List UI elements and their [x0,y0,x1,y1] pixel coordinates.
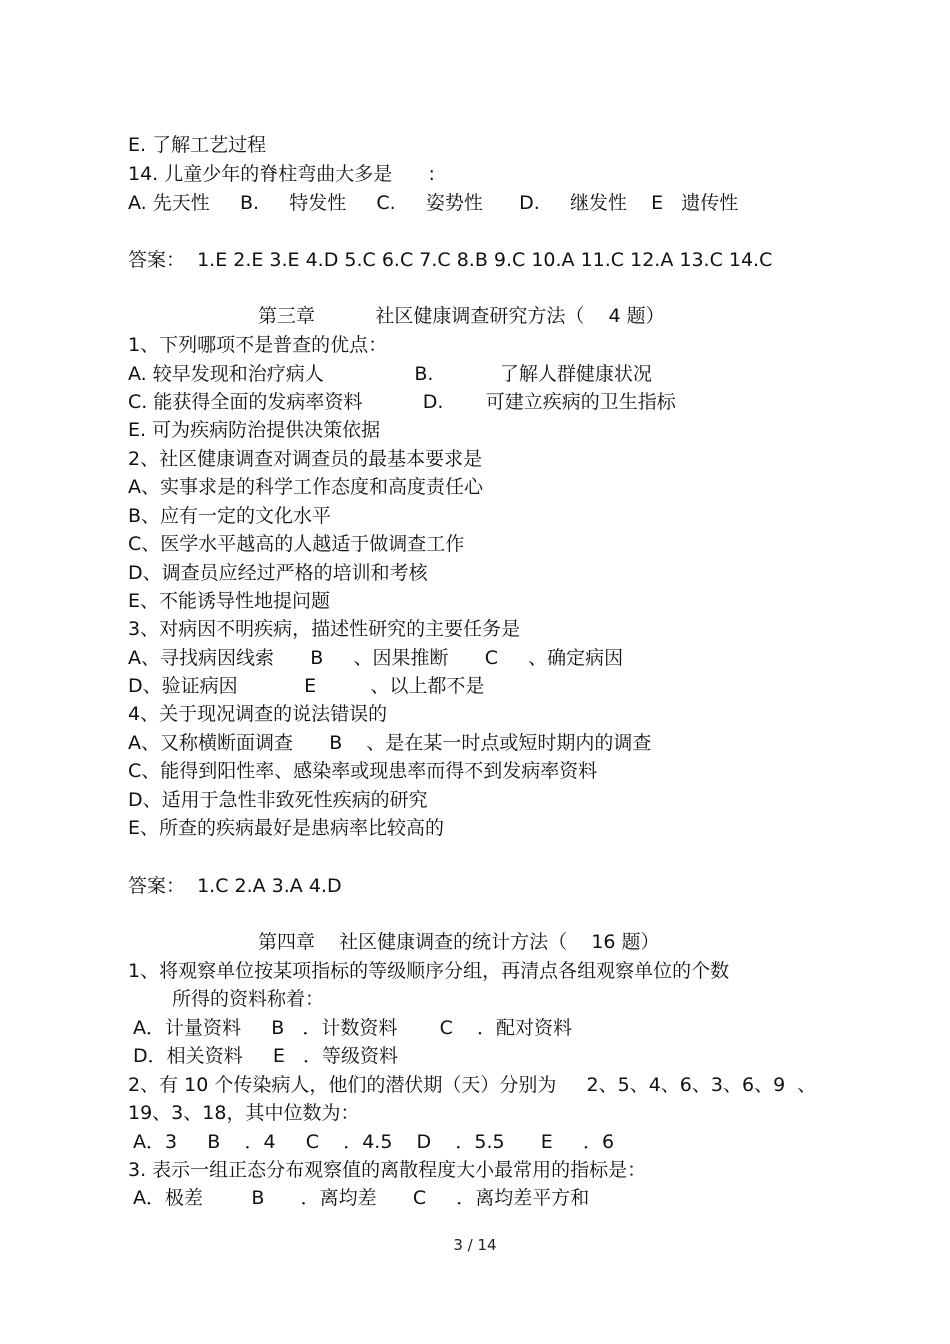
option-line: D、适用于急性非致死性疾病的研究 [128,789,428,811]
option-line: E. 可为疾病防治提供决策依据 [128,419,381,441]
question-line: 3、对病因不明疾病，描述性研究的主要任务是 [128,618,521,640]
question-line: 2、有 10 个传染病人，他们的潜伏期（天）分别为 2、5、4、6、3、6、9 、 [128,1074,817,1096]
option-line: A、又称横断面调查 B 、是在某一时点或短时期内的调查 [128,732,652,754]
option-line: A．3 B ．4 C ．4.5 D ．5.5 E ．6 [133,1131,615,1153]
option-line: C、能得到阳性率、感染率或现患率而得不到发病率资料 [128,760,598,782]
question-line: 2、社区健康调查对调查员的最基本要求是 [128,448,483,470]
question-line: 3. 表示一组正态分布观察值的离散程度大小最常用的指标是： [128,1159,647,1181]
option-line: A、实事求是的科学工作态度和高度责任心 [128,476,483,498]
question-line: 所得的资料称着： [172,988,325,1010]
text-line: E. 了解工艺过程 [128,134,267,156]
chapter-heading: 第三章 社区健康调查研究方法（ 4 题） [258,305,665,327]
question-line: 4、关于现况调查的说法错误的 [128,703,388,725]
option-line: E、不能诱导性地提问题 [128,590,331,612]
option-line: A．计量资料 B ．计数资料 C ．配对资料 [133,1017,573,1039]
option-line: C. 能获得全面的发病率资料 D. 可建立疾病的卫生指标 [128,391,676,413]
option-line: A. 先天性 B. 特发性 C. 姿势性 D. 继发性 E 遗传性 [128,192,739,214]
option-line: A．极差 B ．离均差 C ．离均差平方和 [133,1187,590,1209]
option-line: D、验证病因 E 、以上都不是 [128,675,485,697]
option-line: C、医学水平越高的人越适于做调查工作 [128,533,465,555]
option-line: D、调查员应经过严格的培训和考核 [128,562,428,584]
answer-line: 答案： 1.C 2.A 3.A 4.D [128,875,342,897]
question-line: 14. 儿童少年的脊柱弯曲大多是 : [128,163,435,185]
question-line: 1、将观察单位按某项指标的等级顺序分组，再清点各组观察单位的个数 [128,960,730,982]
answer-line: 答案： 1.E 2.E 3.E 4.D 5.C 6.C 7.C 8.B 9.C 10.A 11.C 12.A 13.C 14.C [128,249,773,271]
option-line: A. 较早发现和治疗病人 B. 了解人群健康状况 [128,363,652,385]
question-line: 1、下列哪项不是普查的优点： [128,334,388,356]
option-line: A、寻找病因线索 B 、因果推断 C 、确定病因 [128,647,624,669]
option-line: D．相关资料 E ．等级资料 [133,1045,398,1067]
option-line: E、所查的疾病最好是患病率比较高的 [128,817,445,839]
chapter-heading: 第四章 社区健康调查的统计方法（ 16 题） [258,931,660,953]
question-line: 19、3、18，其中位数为： [128,1102,360,1124]
option-line: B、应有一定的文化水平 [128,505,332,527]
page-indicator: 3 / 14 [453,1236,497,1254]
